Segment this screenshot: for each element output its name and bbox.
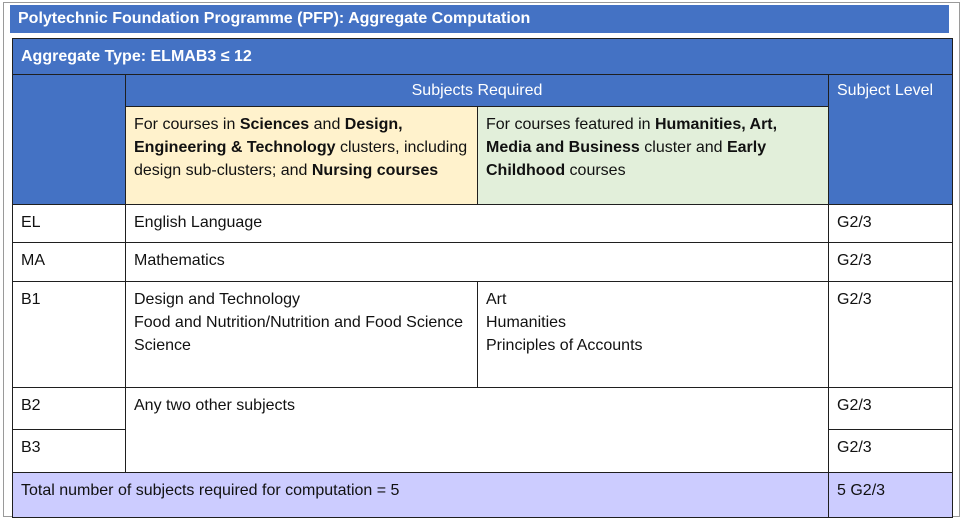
row-subject: Mathematics [126, 243, 829, 282]
sciences-text-1: For courses in [134, 116, 240, 133]
list-item: Art [486, 291, 507, 308]
sciences-text-3: clusters, including design sub-clusters; and [134, 139, 468, 179]
list-item: Design and Technology [134, 291, 301, 308]
table-row [13, 388, 953, 430]
header-code-cell [13, 75, 126, 205]
row-level: G2/3 [829, 430, 953, 473]
total-level: 5 G2/3 [829, 473, 953, 518]
aggregate-type: Aggregate Type: ELMAB3 ≤ 12 [13, 39, 953, 75]
total-label: Total number of subjects required for computation = 5 [13, 473, 829, 518]
humanities-bold-1: Humanities, Art, Media and Business [486, 116, 778, 156]
sciences-bold-3: Nursing courses [311, 162, 439, 179]
b1-humanities-subjects [478, 282, 829, 388]
header-row [13, 75, 953, 107]
list-item: Food and Nutrition/Nutrition and Food Science [134, 314, 464, 331]
list-item: Principles of Accounts [486, 337, 643, 354]
list-item: Science [134, 337, 191, 354]
sciences-cluster-header [126, 107, 478, 205]
row-code: EL [13, 205, 126, 243]
table-row [13, 243, 953, 282]
row-code: B3 [13, 430, 126, 473]
aggregate-type-row [13, 39, 953, 75]
total-row [13, 473, 953, 518]
cluster-header-row [13, 107, 953, 205]
subjects-required-header: Subjects Required [126, 75, 829, 107]
sciences-bold-2: Design, Engineering & Technology [134, 116, 403, 156]
row-level: G2/3 [829, 205, 953, 243]
humanities-bold-2: Early Childhood [486, 139, 767, 179]
sciences-text-2: and [309, 116, 345, 133]
row-subject: English Language [126, 205, 829, 243]
row-subject: Any two other subjects [126, 388, 829, 473]
row-level: G2/3 [829, 243, 953, 282]
page-title: Polytechnic Foundation Programme (PFP): Aggregate Computation [10, 5, 949, 33]
row-level: G2/3 [829, 282, 953, 388]
subject-level-header: Subject Level [829, 75, 953, 205]
row-code: B2 [13, 388, 126, 430]
table-row [13, 282, 953, 388]
humanities-text-2: cluster and [639, 139, 727, 156]
row-code: MA [13, 243, 126, 282]
row-code: B1 [13, 282, 126, 388]
sciences-bold-1: Sciences [239, 116, 310, 133]
humanities-text-1: For courses featured in [486, 116, 655, 133]
aggregate-table [12, 38, 953, 518]
row-level: G2/3 [829, 388, 953, 430]
humanities-text-3: courses [565, 162, 626, 179]
b1-sciences-subjects [126, 282, 478, 388]
list-item: Humanities [486, 314, 567, 331]
table-row [13, 205, 953, 243]
humanities-cluster-header [478, 107, 829, 205]
